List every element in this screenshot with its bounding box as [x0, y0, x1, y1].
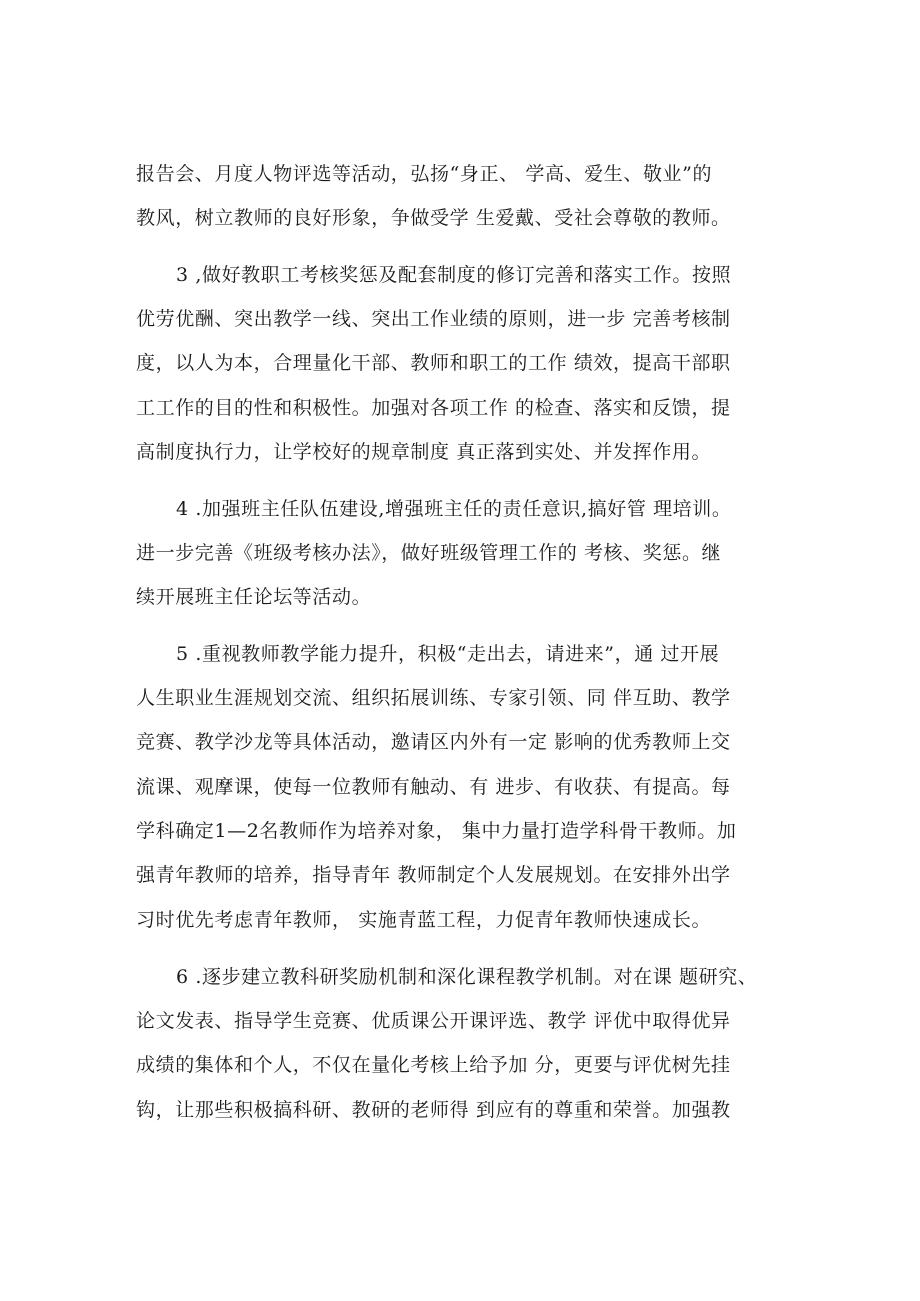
text-line: 教风，树立教师的良好形象，争做受学 生爱戴、受社会尊敬的教师。: [136, 207, 731, 229]
text-line: 竞赛、教学沙龙等具体活动，邀请区内外有一定 影响的优秀教师上交: [136, 731, 731, 753]
text-line: 学科确定1—2名教师作为培养对象， 集中力量打造学科骨干教师。加: [136, 820, 737, 842]
text-line: 钩，让那些积极搞科研、教研的老师得 到应有的尊重和荣誉。加强教: [136, 1099, 731, 1121]
paragraph-4-start: 4 .加强班主任队伍建设,增强班主任的责任意识,搞好管 理培训。: [176, 498, 732, 520]
paragraph-6-start: 6 .逐步建立教科研奖励机制和深化课程教学机制。对在课 题研究、: [176, 966, 758, 988]
text-line: 人生职业生涯规划交流、组织拓展训练、专家引领、同 伴互助、教学: [136, 687, 731, 709]
text-line: 论文发表、指导学生竞赛、优质课公开课评选、教学 评优中取得优异: [136, 1010, 731, 1032]
paragraph-3-start: 3 ,做好教职工考核奖惩及配套制度的修订完善和落实工作。按照: [176, 264, 732, 286]
text-line: 优劳优酬、突出教学一线、突出工作业绩的原则，进一步 完善考核制: [136, 308, 731, 330]
text-line: 续开展班主任论坛等活动。: [136, 586, 372, 608]
text-line: 强青年教师的培养，指导青年 教师制定个人发展规划。在安排外出学: [136, 864, 731, 886]
text-line: 进一步完善《班级考核办法》，做好班级管理工作的 考核、奖惩。继: [136, 542, 722, 564]
text-line: 报告会、月度人物评选等活动，弘扬“身正、 学高、爱生、敬业”的: [136, 163, 713, 185]
text-line: 流课、观摩课，使每一位教师有触动、有 进步、有收获、有提高。每: [136, 776, 731, 798]
text-line: 工工作的目的性和积极性。加强对各项工作 的检查、落实和反馈，提: [136, 397, 731, 419]
paragraph-5-start: 5 .重视教师教学能力提升，积极“走出去，请进来”，通 过开展: [176, 643, 720, 665]
text-line: 度，以人为本，合理量化干部、教师和职工的工作 绩效，提高干部职: [136, 352, 731, 374]
text-line: 成绩的集体和个人，不仅在量化考核上给予加 分，更要与评优树先挂: [136, 1054, 731, 1076]
text-line: 高制度执行力，让学校好的规章制度 真正落到实处、并发挥作用。: [136, 441, 712, 463]
text-line: 习时优先考虑青年教师， 实施青蓝工程，力促青年教师快速成长。: [136, 909, 712, 931]
